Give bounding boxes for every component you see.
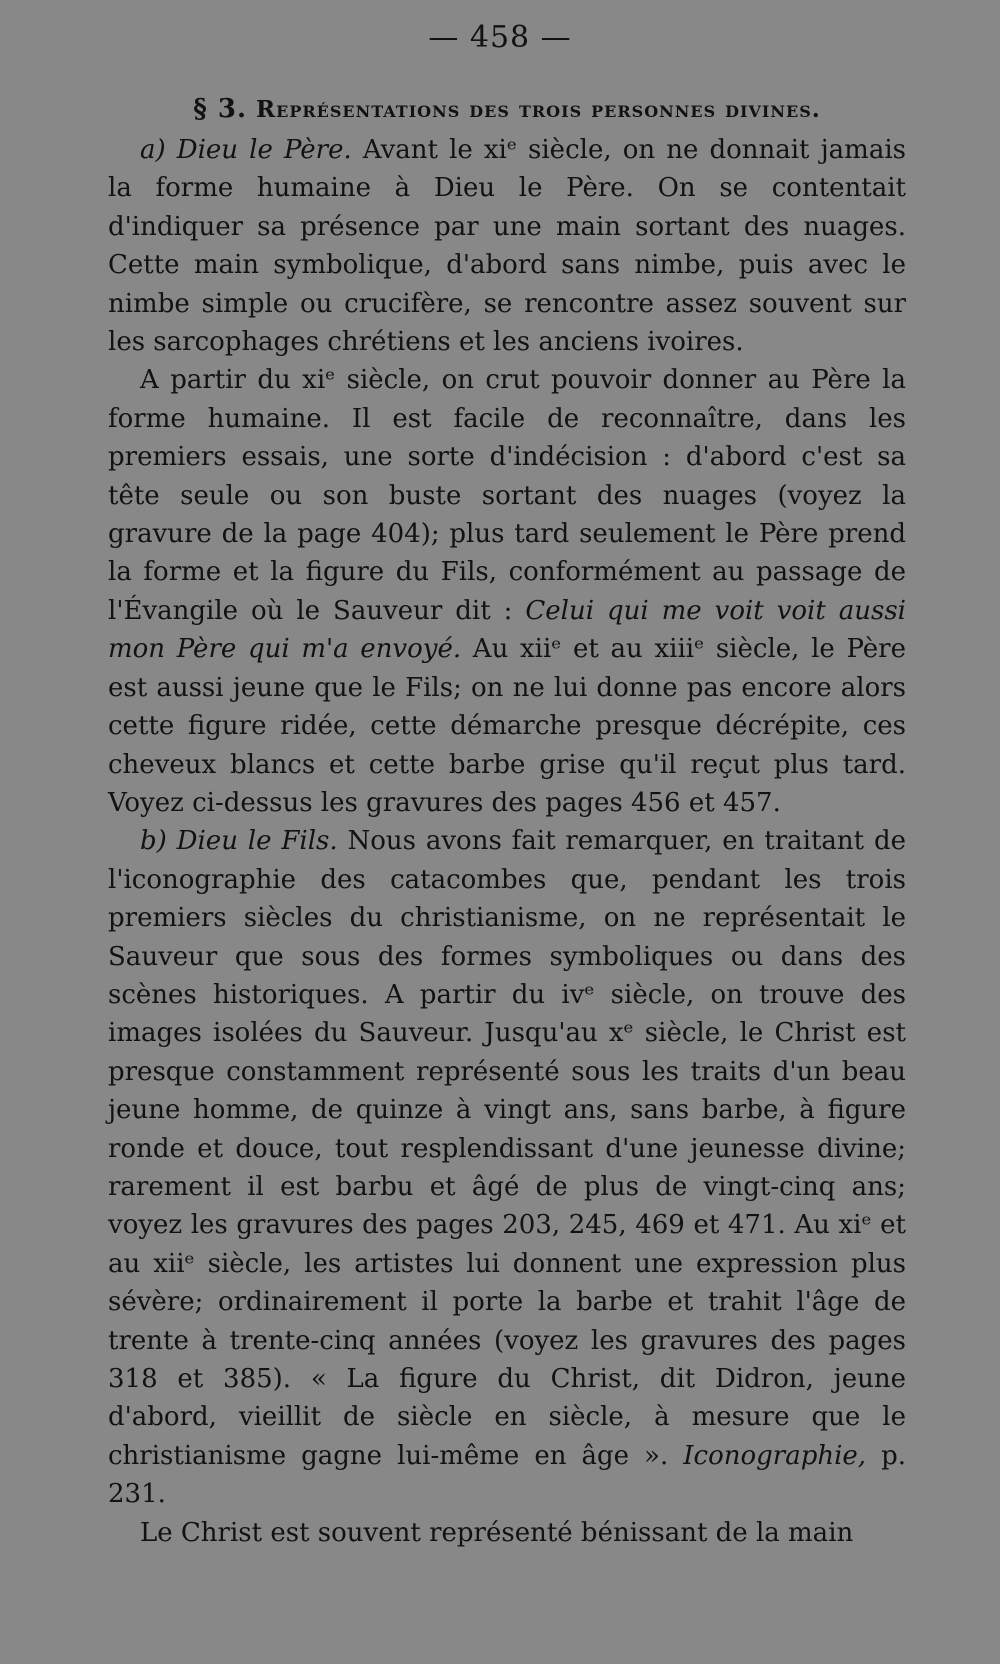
paragraph-dieu-le-pere [108, 131, 906, 361]
section-number: § 3. [193, 94, 247, 124]
page-number: — 458 — [428, 20, 572, 55]
paragraph-pere-forme-humaine [108, 361, 906, 822]
paragraph-text: p. 231. [108, 1440, 906, 1510]
section-title: Représentations des trois personnes divines. [256, 96, 821, 123]
paragraph-lead: a) Dieu le Père. [140, 135, 352, 165]
paragraph-christ-benissant [108, 1514, 906, 1552]
citation-title: Iconographie, [683, 1440, 867, 1471]
paragraph-text: Le Christ est souvent représenté bénissant de la main [140, 1517, 854, 1548]
paragraph-text: A partir du xiᵉ siècle, on crut pouvoir donner au Père la forme humaine. Il est facile de reconnaître, dans les premiers essais, une sorte d'indécision : d'abord c'est sa tête seule ou son buste sortant des nuages (voyez la gravure de la page 404); plus tard seulement le Père prend la forme et la figure du Fils, conformément au passage de l'Évangile où le Sauveur dit : [108, 365, 906, 626]
paragraph-lead: b) Dieu le Fils. [140, 826, 338, 857]
gospel-quote: Celui qui me voit voit aussi mon Père qui m'a envoyé. [108, 595, 907, 665]
section-heading [108, 88, 906, 131]
paragraph-text: Nous avons fait remarquer, en traitant de l'iconographie des catacombes que, pendant les trois premiers siècles du christianisme, on ne représentait le Sauveur que sous des formes symboliques ou dans des scènes historiques. A partir du ivᵉ siècle, on trouve des images isolées du Sauveur. Jusqu'au xᵉ siècle, le Christ est presque constamment représenté sous les traits d'un beau jeune homme, de quinze à vingt ans, sans barbe, à figure ronde et douce, tout resplendissant d'une jeunesse divine; rarement il est barbu et âgé de plus de vingt-cinq ans; voyez les gravures des pages 203, 245, 469 et 471. Au xiᵉ et au xiiᵉ siècle, les artistes lui donnent une expression plus sévère; ordinairement il porte la barbe et trahit l'âge de trente à trente-cinq années (voyez les gravures des pages 318 et 385). « La figure du Christ, dit Didron, jeune d'abord, vieillit de siècle en siècle, à mesure que le christianisme gagne lui-même en âge ». [108, 826, 907, 1471]
text-block [108, 88, 906, 1552]
paragraph-text: Au xiiᵉ et au xiiiᵉ siècle, le Père est aussi jeune que le Fils; on ne lui donne pas encore alors cette figure ridée, cette démarche presque décrépite, ces cheveux blancs et cette barbe grise qu'il reçut plus tard. Voyez ci-dessus les gravures des pages 456 et 457. [108, 634, 906, 818]
paragraph-dieu-le-fils [108, 822, 906, 1513]
paragraph-text: Avant le xiᵉ siècle, on ne donnait jamais la forme humaine à Dieu le Père. On se contentait d'indiquer sa présence par une main sortant des nuages. Cette main symbolique, d'abord sans nimbe, puis avec le nimbe simple ou crucifère, se rencontre assez souvent sur les sarcophages chrétiens et les anciens ivoires. [108, 135, 906, 358]
